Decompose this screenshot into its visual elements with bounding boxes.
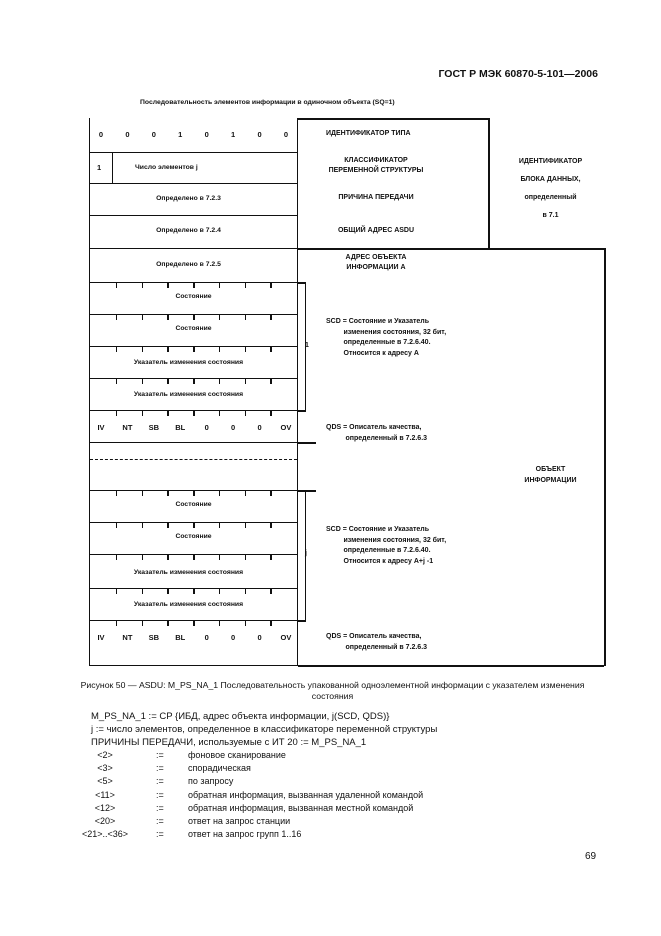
cause-operator: := xyxy=(156,816,164,826)
bit-tick xyxy=(167,347,169,352)
cause-description: фоновое сканирование xyxy=(188,750,286,760)
bit-tick xyxy=(116,347,118,352)
definition-line-3: ПРИЧИНЫ ПЕРЕДАЧИ, используемые с ИТ 20 := M_PS_NA_1 xyxy=(91,737,367,748)
qds-bits-2 xyxy=(94,633,293,642)
bit-tick xyxy=(245,283,247,288)
bit-cell: SB xyxy=(148,423,160,432)
state-text-2: Состояние xyxy=(175,325,212,332)
bit-tick xyxy=(142,555,144,560)
ioa-label: АДРЕС ОБЪЕКТА ИНФОРМАЦИИ А xyxy=(345,254,407,271)
cause-code: <11> xyxy=(95,789,115,800)
bit-cell: BL xyxy=(175,633,186,642)
bit-tick xyxy=(245,315,247,320)
cause-code: <21>..<36> xyxy=(81,829,129,840)
bit-tick xyxy=(219,621,221,626)
cause-operator: := xyxy=(156,789,164,800)
bit-tick xyxy=(116,283,118,288)
bit-tick xyxy=(167,283,169,288)
bit-tick xyxy=(116,555,118,560)
bit-tick xyxy=(193,621,195,626)
bit-cell: IV xyxy=(97,423,105,432)
bit-tick xyxy=(193,347,195,352)
bit-tick xyxy=(193,315,195,320)
info-object-bottom-rule xyxy=(298,665,604,667)
scd2-bracket-bottom xyxy=(298,620,306,622)
bit-cell: 0 xyxy=(283,130,289,139)
count-j-label: j xyxy=(305,550,307,557)
bit-tick xyxy=(193,491,195,496)
bit-cell: 0 xyxy=(98,130,104,139)
cause-code: <3> xyxy=(97,763,113,774)
state-text-1: Состояние xyxy=(175,293,212,300)
dui-top-rule xyxy=(298,118,488,120)
bit-cell: 0 xyxy=(231,423,236,432)
bit-tick xyxy=(142,315,144,320)
bit-tick xyxy=(167,379,169,384)
bit-cell: SB xyxy=(148,633,160,642)
figure-title: Последовательность элементов информации в одиночном объекта (SQ=1) xyxy=(140,99,395,106)
cause-operator: := xyxy=(156,802,164,813)
common-address-label: ОБЩИЙ АДРЕС ASDU xyxy=(337,227,415,234)
bit-cell: 0 xyxy=(204,130,209,139)
qds-row-2 xyxy=(90,620,297,666)
qds-label-2: QDS = Описатель качества, определенный в 7.2.6.3 xyxy=(326,633,428,651)
asdu-address-row xyxy=(90,215,297,248)
bit-tick xyxy=(167,621,169,626)
bit-tick xyxy=(193,589,195,594)
bit-tick xyxy=(142,411,144,416)
change-indicator-row-2 xyxy=(90,378,297,410)
bit-tick xyxy=(219,283,221,288)
bit-tick xyxy=(270,283,272,288)
page-number: 69 xyxy=(585,851,597,862)
qds-label-1: QDS = Описатель качества, определенный в 7.2.6.3 xyxy=(326,424,428,442)
bit-tick xyxy=(116,379,118,384)
bit-tick xyxy=(245,411,247,416)
bit-cell: IV xyxy=(97,633,105,642)
bit-tick xyxy=(245,621,247,626)
bit-cell: 0 xyxy=(204,633,209,642)
bit-tick xyxy=(167,411,169,416)
scd-label-2: SCD = Состояние и Указатель изменения состояния, 32 бит, определенные в 7.2.6.40. Относится к адресу A+j -1 xyxy=(326,526,447,565)
qds-row-1 xyxy=(90,410,297,442)
bit-cell: NT xyxy=(122,633,133,642)
vsq-sq-flag: 1 xyxy=(97,163,102,172)
definition-line-1: M_PS_NA_1 := CP {ИБД, адрес объекта информации, j(SCD, QDS)} xyxy=(91,711,390,722)
bit-tick xyxy=(142,621,144,626)
bit-tick xyxy=(116,589,118,594)
bit-cell: 0 xyxy=(257,633,262,642)
scd1-bracket-bottom xyxy=(298,410,306,412)
change-indicator-row-3 xyxy=(90,554,297,588)
bit-tick xyxy=(116,491,118,496)
bit-tick xyxy=(270,315,272,320)
change-indicator-row-1 xyxy=(90,346,297,378)
bit-tick xyxy=(270,411,272,416)
state-text-3: Состояние xyxy=(175,501,212,508)
bit-tick xyxy=(245,491,247,496)
count-one-label: 1 xyxy=(305,342,309,349)
bit-tick xyxy=(245,379,247,384)
bit-cell: 0 xyxy=(151,130,156,139)
definition-line-2: j := число элементов, определенное в классификаторе переменной структуры xyxy=(91,724,438,735)
state-row-4 xyxy=(90,522,297,554)
bit-tick xyxy=(167,589,169,594)
change-indicator-text-1: Указатель изменения состояния xyxy=(133,359,244,366)
bit-tick xyxy=(193,411,195,416)
qds-bits-1 xyxy=(94,423,293,432)
state-text-4: Состояние xyxy=(175,533,212,540)
group1-rule xyxy=(298,442,316,444)
bit-cell: 0 xyxy=(204,423,209,432)
bit-tick xyxy=(142,283,144,288)
bit-cell: 0 xyxy=(231,633,236,642)
bit-tick xyxy=(245,589,247,594)
bit-tick xyxy=(245,347,247,352)
page-header: ГОСТ Р МЭК 60870-5-101—2006 xyxy=(438,68,598,80)
cause-operator: := xyxy=(156,763,164,774)
bit-tick xyxy=(116,523,118,528)
type-id-row xyxy=(90,118,297,152)
info-object-right-rule xyxy=(604,248,606,666)
bit-cell: 1 xyxy=(178,130,183,139)
bit-tick xyxy=(219,555,221,560)
bit-tick xyxy=(270,491,272,496)
cause-description: по запросу xyxy=(188,776,234,787)
state-row-1 xyxy=(90,282,297,314)
cause-operator: := xyxy=(156,829,164,840)
bit-tick xyxy=(142,523,144,528)
bit-tick xyxy=(219,379,221,384)
bit-cell: 0 xyxy=(257,423,262,432)
bit-tick xyxy=(193,555,195,560)
change-indicator-row-4 xyxy=(90,588,297,620)
cot-row xyxy=(90,183,297,215)
bit-tick xyxy=(219,315,221,320)
cause-description: обратная информация, вызванная удаленной командой xyxy=(188,789,424,800)
bit-tick xyxy=(142,347,144,352)
bit-cell: 1 xyxy=(231,130,236,139)
bit-tick xyxy=(219,347,221,352)
bit-tick xyxy=(116,411,118,416)
bit-tick xyxy=(167,555,169,560)
bit-cell: OV xyxy=(280,633,292,642)
vsq-label: КЛАССИФИКАТОР ПЕРЕМЕННОЙ СТРУКТУРЫ xyxy=(328,157,424,174)
bit-tick xyxy=(270,589,272,594)
bit-cell: 0 xyxy=(257,130,262,139)
state-row-2 xyxy=(90,314,297,346)
bit-tick xyxy=(142,589,144,594)
scd-label-1: SCD = Состояние и Указатель изменения состояния, 32 бит, определенные в 7.2.6.40. Относится к адресу А xyxy=(326,318,447,357)
info-object-top-rule xyxy=(298,248,604,250)
cause-operator: := xyxy=(156,776,164,787)
cause-code: <12> xyxy=(94,802,116,813)
bit-tick xyxy=(219,589,221,594)
cause-description: ответ на запрос групп 1..16 xyxy=(188,829,302,840)
cot-text: Определено в 7.2.3 xyxy=(156,195,221,202)
cause-description: спорадическая xyxy=(188,763,251,774)
data-unit-identifier-label: ИДЕНТИФИКАТОР БЛОКА ДАННЫХ, определенный в 7.1 xyxy=(518,158,583,219)
cause-code: <2> xyxy=(97,750,113,760)
bit-tick xyxy=(193,523,195,528)
bit-tick xyxy=(116,315,118,320)
bit-tick xyxy=(193,379,195,384)
ioa-row xyxy=(90,248,297,282)
figure-caption: Рисунок 50 — ASDU: M_PS_NA_1 Последовательность упакованной одноэлементной информации с указателем изменения состояния xyxy=(80,680,585,701)
type-id-bits xyxy=(94,130,293,139)
bit-cell: NT xyxy=(122,423,133,432)
vsq-count-text: Число элементов j xyxy=(135,164,198,171)
state-row-3 xyxy=(90,490,297,522)
change-indicator-text-3: Указатель изменения состояния xyxy=(133,569,244,576)
bit-tick xyxy=(270,379,272,384)
change-indicator-text-4: Указатель изменения состояния xyxy=(133,601,244,608)
cause-description: ответ на запрос станции xyxy=(188,816,291,826)
bit-tick xyxy=(116,621,118,626)
cause-code: <20> xyxy=(94,816,116,826)
bit-tick xyxy=(142,491,144,496)
bit-tick xyxy=(167,315,169,320)
information-object-label: ОБЪЕКТ ИНФОРМАЦИИ xyxy=(524,466,577,484)
bit-tick xyxy=(167,491,169,496)
asdu-table xyxy=(89,118,298,666)
bit-tick xyxy=(245,555,247,560)
change-indicator-text-2: Указатель изменения состояния xyxy=(133,391,244,398)
bit-tick xyxy=(245,523,247,528)
bit-tick xyxy=(270,347,272,352)
cot-label: ПРИЧИНА ПЕРЕДАЧИ xyxy=(338,194,414,201)
bit-tick xyxy=(219,491,221,496)
bit-tick xyxy=(142,379,144,384)
cause-operator: := xyxy=(156,750,164,760)
bit-cell: BL xyxy=(175,423,186,432)
bit-tick xyxy=(219,523,221,528)
type-id-label: ИДЕНТИФИКАТОР ТИПА xyxy=(326,130,411,137)
vsq-row xyxy=(90,152,297,183)
bit-tick xyxy=(219,411,221,416)
bit-tick xyxy=(193,283,195,288)
cause-description: обратная информация, вызванная местной командой xyxy=(188,802,414,813)
bit-tick xyxy=(270,621,272,626)
ioa-text: Определено в 7.2.5 xyxy=(156,261,221,268)
bit-cell: 0 xyxy=(125,130,130,139)
bit-tick xyxy=(167,523,169,528)
asdu-address-text: Определено в 7.2.4 xyxy=(156,227,221,234)
repeat-gap-row xyxy=(90,442,297,490)
cause-code: <5> xyxy=(97,776,113,787)
bit-cell: OV xyxy=(280,423,292,432)
bit-tick xyxy=(270,523,272,528)
gap-rule xyxy=(298,490,316,492)
bit-tick xyxy=(270,555,272,560)
